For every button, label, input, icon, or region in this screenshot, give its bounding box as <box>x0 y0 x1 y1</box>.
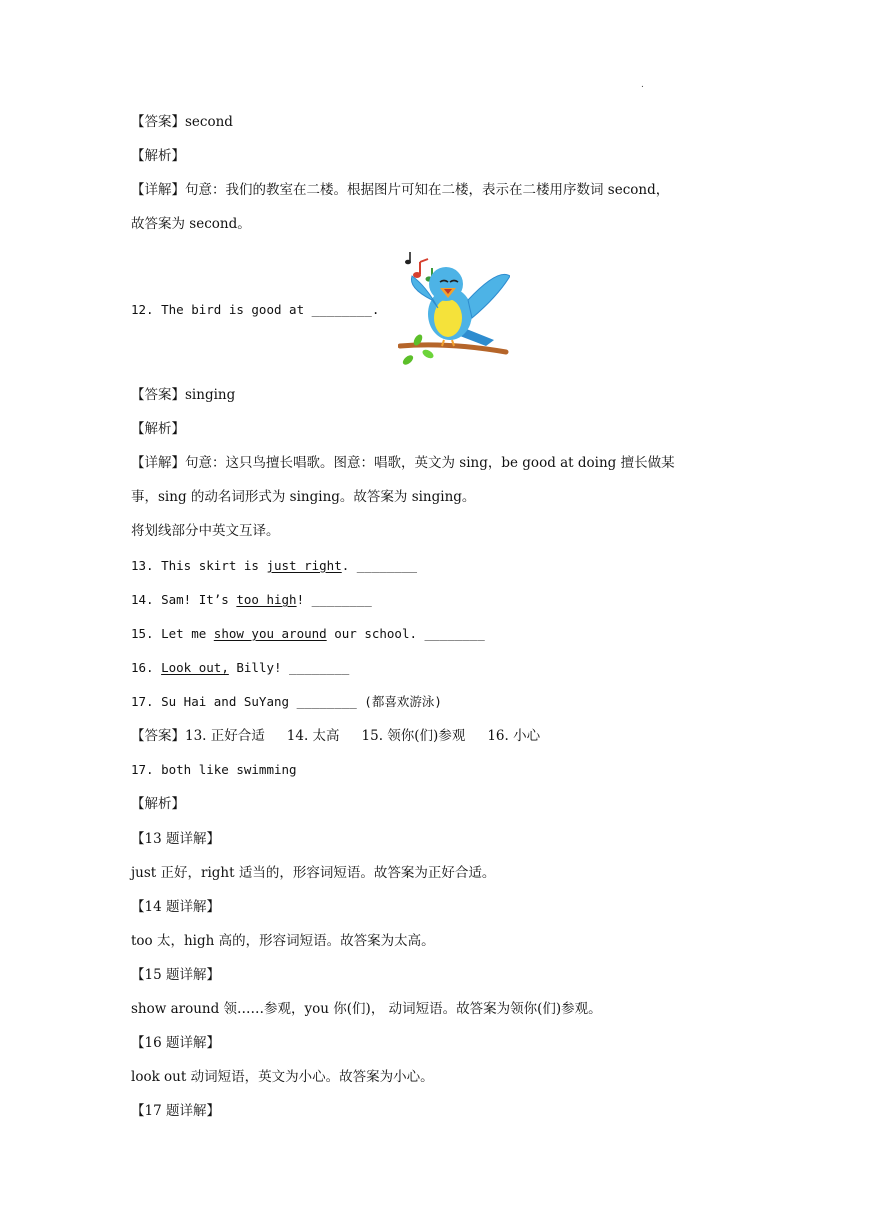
question-13: 13. This skirt is just right. ________ <box>131 558 417 573</box>
answer-14: 14. 太高 <box>286 728 340 744</box>
analysis-13-17: 【解析】 <box>131 796 185 812</box>
detail-16-text: look out 动词短语，英文为小心。故答案为小心。 <box>131 1069 434 1085</box>
underlined-phrase: too high <box>236 592 297 607</box>
section-instruction: 将划线部分中英文互译。 <box>131 523 280 539</box>
detail-17-heading: 【17 题详解】 <box>131 1103 220 1119</box>
answer-13: 13. 正好合适 <box>185 728 265 744</box>
detail-14-heading: 【14 题详解】 <box>131 899 220 915</box>
answer-17: 17. both like swimming <box>131 762 297 777</box>
singing-bird-image <box>398 248 510 374</box>
answer-16: 16. 小心 <box>487 728 541 744</box>
question-14: 14. Sam! It’s too high! ________ <box>131 592 372 607</box>
analysis-11: 【解析】 <box>131 148 185 164</box>
underlined-phrase: show you around <box>213 626 327 641</box>
detail-15-text: show around 领……参观，you 你(们)， 动词短语。故答案为领你(们)参观。 <box>131 1001 602 1017</box>
underlined-phrase: Look out, <box>161 660 229 675</box>
music-notes-icon <box>405 252 433 282</box>
question-12: 12. The bird is good at ________. <box>131 302 380 317</box>
detail-13-heading: 【13 题详解】 <box>131 831 220 847</box>
detail-12-line1: 【详解】句意：这只鸟擅长唱歌。图意：唱歌，英文为 sing，be good at doing 擅长做某 <box>131 455 675 471</box>
detail-13-text: just 正好，right 适当的，形容词短语。故答案为正好合适。 <box>131 865 496 881</box>
answer-15: 15. 领你(们)参观 <box>361 728 466 744</box>
analysis-12: 【解析】 <box>131 421 185 437</box>
answer-11: 【答案】second <box>131 114 233 130</box>
underlined-phrase: just right <box>266 558 342 573</box>
question-15: 15. Let me show you around our school. ________ <box>131 626 485 641</box>
detail-12-line2: 事，sing 的动名词形式为 singing。故答案为 singing。 <box>131 489 476 505</box>
detail-11-line1: 【详解】句意：我们的教室在二楼。根据图片可知在二楼，表示在二楼用序数词 second， <box>131 182 670 198</box>
question-16: 16. Look out, Billy! ________ <box>131 660 350 675</box>
question-17: 17. Su Hai and SuYang ________ (都喜欢游泳) <box>131 694 442 709</box>
detail-15-heading: 【15 题详解】 <box>131 967 220 983</box>
detail-14-text: too 太，high 高的，形容词短语。故答案为太高。 <box>131 933 435 949</box>
detail-11-line2: 故答案为 second。 <box>131 216 251 232</box>
answer-12: 【答案】singing <box>131 387 236 403</box>
answers-13-16: 【答案】13. 正好合适 14. 太高 15. 领你(们)参观 16. 小心 <box>131 728 541 744</box>
header-dot: . <box>641 80 644 90</box>
detail-16-heading: 【16 题详解】 <box>131 1035 220 1051</box>
